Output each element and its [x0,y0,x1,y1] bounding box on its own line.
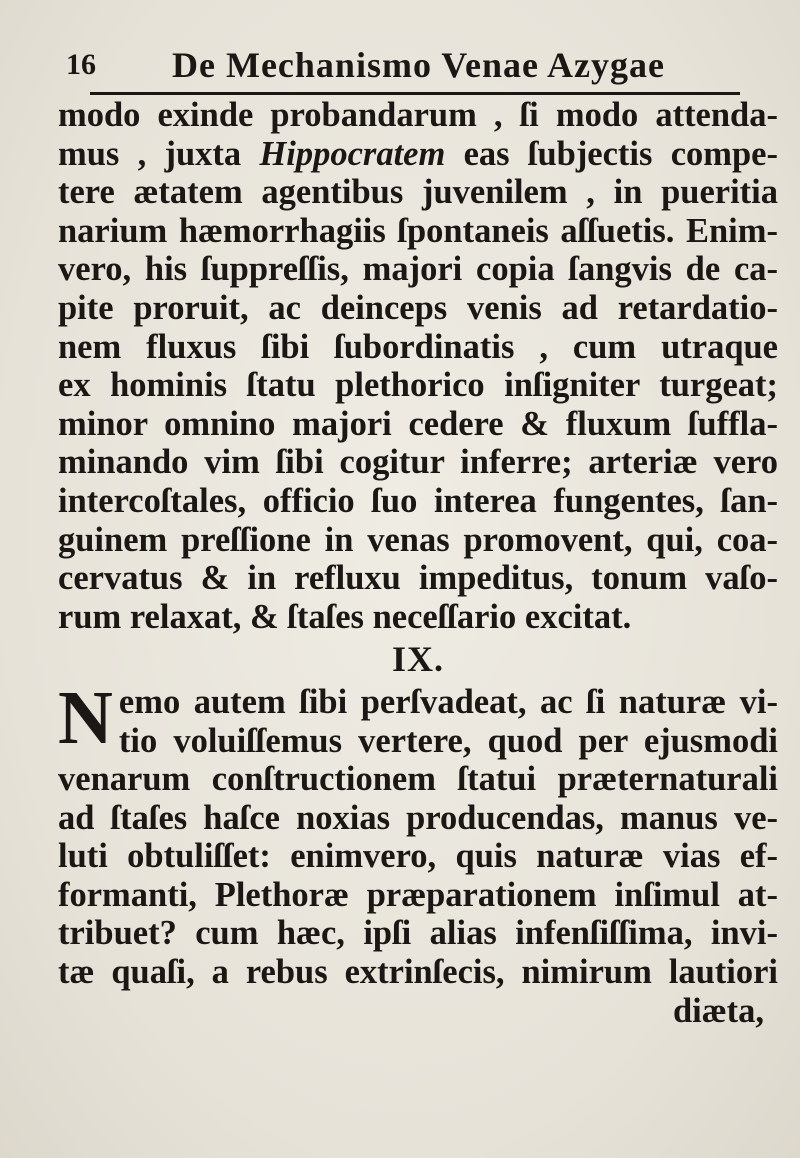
italic-name: Hippocratem [259,134,446,173]
text-line: intercoſtales, officio ſuo interea fungentes, ſan- [58,481,778,520]
text-line: tæ quaſi, a rebus extrinſecis, nimirum lautiori [58,953,778,992]
page-header [64,44,760,90]
drop-cap: N [58,675,113,760]
text-line: nem fluxus ſibi ſubordinatis , cum utraque [58,327,778,366]
text-line: narium hæmorrhagiis ſpontaneis aſſuetis. Enim- [58,211,778,250]
text-line: tio voluiſſemus vertere, quod per ejusmodi [118,721,778,760]
text-line: rum relaxat, & ſtaſes neceſſario excitat. [58,597,632,636]
body-text [58,96,778,1030]
section-number: IX. [391,639,444,680]
text-line: modo exinde probandarum , ſi modo attenda- [58,96,778,134]
header-rule [90,92,740,95]
paragraph-1 [58,96,778,636]
text-line: guinem preſſione in venas promovent, qui, coa- [58,520,778,559]
text-line: ex hominis ſtatu plethorico inſigniter turgeat; [58,366,778,405]
page-number: 16 [66,48,96,81]
text-line: tere ætatem agentibus juvenilem , in pueritia [58,173,778,212]
text-line: minor omnino majori cedere & fluxum ſuffla- [58,404,778,443]
text-line: venarum conſtructionem ſtatui præternaturali [58,760,778,799]
text-line: ad ſtaſes haſce noxias producendas, manus ve- [58,798,778,837]
text-line: vero, his ſuppreſſis, majori copia ſangvis de ca- [58,250,778,289]
text-line: luti obtuliſſet: enimvero, quis naturæ vias ef- [58,837,778,876]
catchword: diæta, [672,991,764,1030]
text-line: pite proruit, ac deinceps venis ad retardatio- [58,288,778,327]
text-line: emo autem ſibi perſvadeat, ac ſi naturæ vi- [118,682,778,721]
text-line: tribuet? cum hæc, ipſi alias infenſiſſima, invi- [58,914,778,953]
text-line: minando vim ſibi cogitur inferre; arteriæ vero [58,443,778,482]
paragraph-2 [58,675,778,1030]
text-line: formanti, Plethoræ præparationem inſimul at- [58,875,778,914]
running-title: De Mechanismo Venae Azygae [172,45,665,85]
text-line: cervatus & in refluxu impeditus, tonum vaſo- [58,559,778,598]
text-line: mus , juxta Hippocratem eas ſubjectis compe- [58,134,778,173]
